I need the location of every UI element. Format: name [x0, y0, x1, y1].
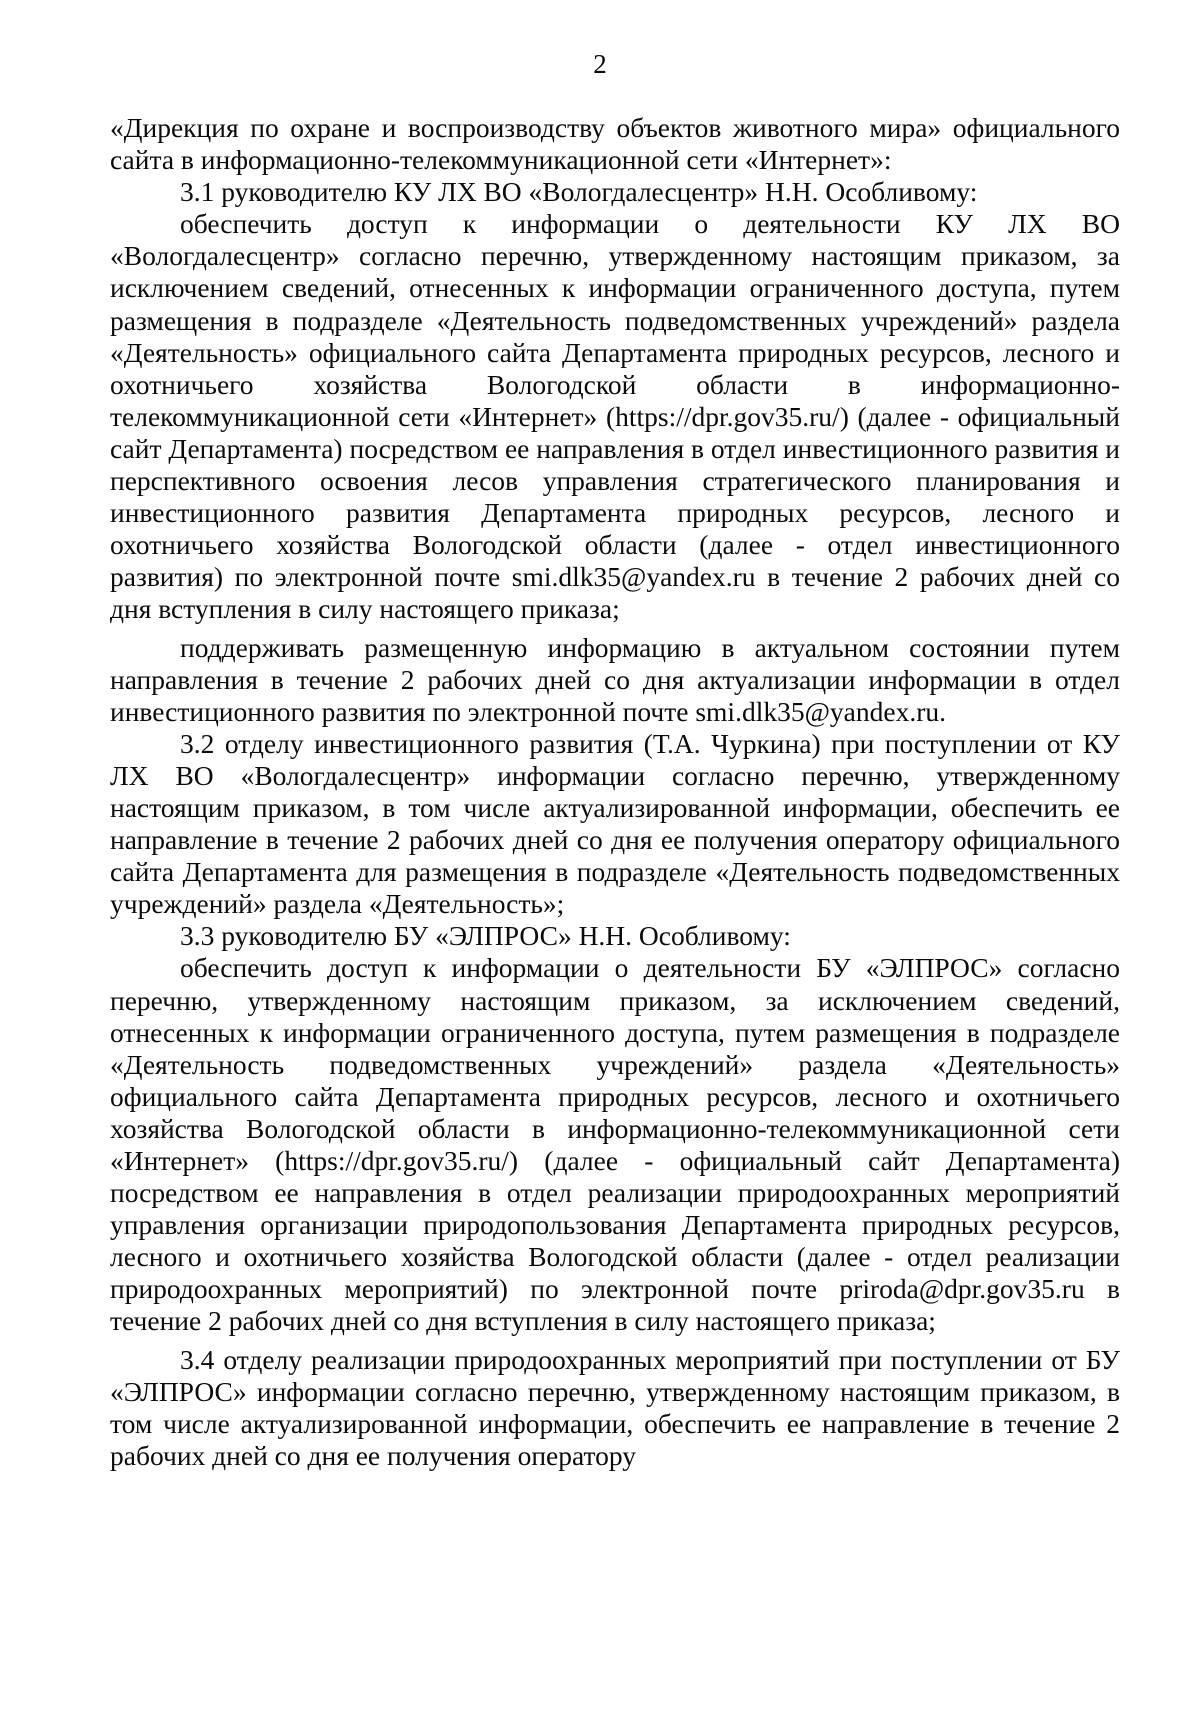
paragraph-3-3-provide-access: обеспечить доступ к информации о деятельности БУ «ЭЛПРОС» согласно перечню, утвержденному настоящим приказом, за исключением сведений, отнесенных к информации ограниченного доступа, путем размещения в подразделе «Деятельность подведомственных учреждений» раздела «Деятельность» официального сайта Департамента природных ресурсов, лесного и охотничьего хозяйства Вологодской области в информационно-телекоммуникационной сети «Интернет» (https://dpr.gov35.ru/) (далее - официальный сайт Департамента) посредством ее направления в отдел реализации природоохранных мероприятий управления организации природопользования Департамента природных ресурсов, лесного и охотничьего хозяйства Вологодской области (далее - отдел реализации природоохранных мероприятий) по электронной почте priroda@dpr.gov35.ru в течение 2 рабочих дней со дня вступления в силу настоящего приказа;	[110, 952, 1120, 1337]
paragraph-3-2: 3.2 отделу инвестиционного развития (Т.А. Чуркина) при поступлении от КУ ЛХ ВО «Вологдалесцентр» информации согласно перечню, утвержденному настоящим приказом, в том числе актуализированной информации, обеспечить ее направление в течение 2 рабочих дней со дня ее получения оператору официального сайта Департамента для размещения в подразделе «Деятельность подведомственных учреждений» раздела «Деятельность»;	[110, 727, 1120, 920]
paragraph-continuation: «Дирекция по охране и воспроизводству объектов животного мира» официального сайта в информационно-телекоммуникационной сети «Интернет»:	[110, 112, 1120, 176]
paragraph-3-1-maintain: поддерживать размещенную информацию в актуальном состоянии путем направления в течение 2 рабочих дней со дня актуализации информации в отдел инвестиционного развития по электронной почте smi.dlk35@yandex.ru.	[110, 631, 1120, 727]
paragraph-3-4: 3.4 отделу реализации природоохранных мероприятий при поступлении от БУ «ЭЛПРОС» информации согласно перечню, утвержденному настоящим приказом, в том числе актуализированной информации, обеспечить ее направление в течение 2 рабочих дней со дня ее получения оператору	[110, 1343, 1120, 1471]
page-number: 2	[593, 49, 607, 79]
paragraph-3-1-provide-access: обеспечить доступ к информации о деятельности КУ ЛХ ВО «Вологдалесцентр» согласно перечню, утвержденному настоящим приказом, за исключением сведений, отнесенных к информации ограниченного доступа, путем размещения в подразделе «Деятельность подведомственных учреждений» раздела «Деятельность» официального сайта Департамента природных ресурсов, лесного и охотничьего хозяйства Вологодской области в информационно-телекоммуникационной сети «Интернет» (https://dpr.gov35.ru/) (далее - официальный сайт Департамента) посредством ее направления в отдел инвестиционного развития и перспективного освоения лесов управления стратегического планирования и инвестиционного развития Департамента природных ресурсов, лесного и охотничьего хозяйства Вологодской области (далее - отдел инвестиционного развития) по электронной почте smi.dlk35@yandex.ru в течение 2 рабочих дней со дня вступления в силу настоящего приказа;	[110, 208, 1120, 625]
paragraph-3-3-heading: 3.3 руководителю БУ «ЭЛПРОС» Н.Н. Особливому:	[180, 920, 791, 952]
document-body	[110, 112, 1120, 1472]
paragraph-3-1-heading: 3.1 руководителю КУ ЛХ ВО «Вологдалесцентр» Н.Н. Особливому:	[180, 176, 978, 208]
